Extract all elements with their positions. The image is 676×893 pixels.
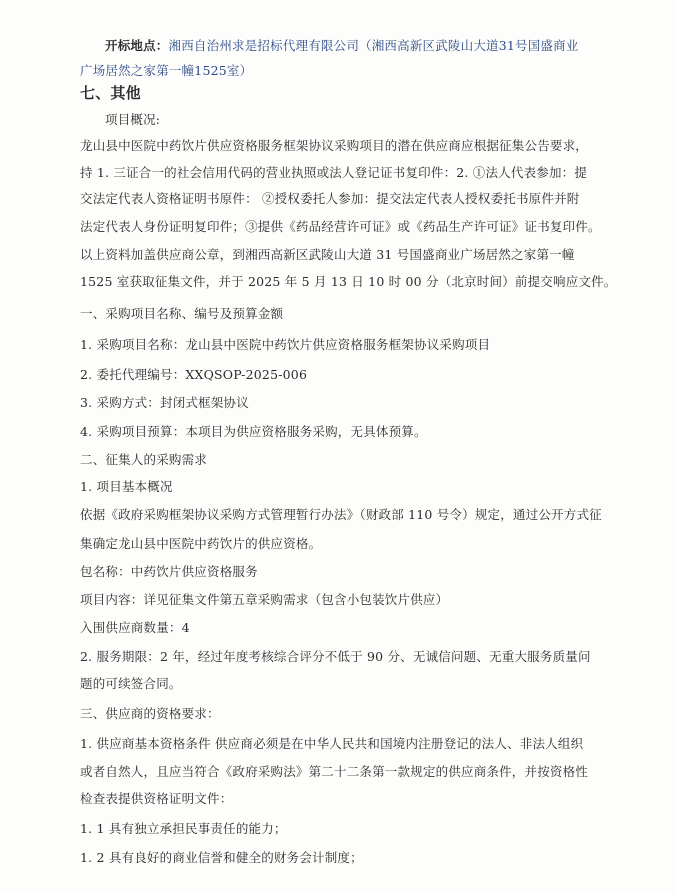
overview-line: 持 1. 三证合一的社会信用代码的营业执照或法人登记证书复印件：2. ①法人代表参加：提 — [80, 165, 588, 180]
part2-basis-line: 集确定龙山县中医院中药饮片的供应资格。 — [80, 536, 322, 551]
tender-location-label: 开标地点： — [105, 38, 169, 53]
part3-basic-line: 1. 供应商基本资格条件 供应商必须是在中华人民共和国境内注册登记的法人、非法人组织 — [80, 736, 584, 751]
part2-basis-line: 依据《政府采购框架协议采购方式管理暂行办法》（财政部 110 号令）规定，通过公开方式征 — [80, 507, 602, 522]
tender-location-value: 湘西自治州求是招标代理有限公司（湘西高新区武陵山大道31号国盛商业 — [168, 38, 579, 53]
overview-line: 龙山县中医院中药饮片供应资格服务框架协议采购项目的潜在供应商应根据征集公告要求， — [80, 138, 589, 153]
requirement-item: 1. 1 具有独立承担民事责任的能力； — [80, 821, 287, 836]
part3-title: 三、供应商的资格要求： — [80, 706, 220, 721]
overview-line: 1525 室获取征集文件，并于 2025 年 5 月 13 日 10 时 00 分（北京时间）前提交响应文件。 — [80, 274, 617, 289]
part3-basic-line: 检查表提供资格证明文件： — [80, 791, 233, 806]
part1-title: 一、采购项目名称、编号及预算金额 — [80, 306, 284, 321]
tender-location-line — [105, 37, 600, 54]
overview-line: 以上资料加盖供应商公章，到湘西高新区武陵山大道 31 号国盛商业广场居然之家第一幢 — [80, 247, 575, 262]
requirement-item: 1. 2 具有良好的商业信誉和健全的财务会计制度； — [80, 850, 363, 865]
part1-item: 3. 采购方式：封闭式框架协议 — [80, 395, 249, 410]
service-period-line: 2. 服务期限：2 年，经过年度考核综合评分不低于 90 分、无诚信问题、无重大服务质量问 — [80, 649, 591, 664]
part2-overview: 1. 项目基本概况 — [80, 479, 173, 494]
overview-line: 法定代表人身份证明复印件；③提供《药品经营许可证》或《药品生产许可证》证书复印件。 — [80, 219, 601, 234]
package-name: 包名称：中药饮片供应资格服务 — [80, 564, 258, 579]
part3-basic-line: 或者自然人，且应当符合《政府采购法》第二十二条第一款规定的供应商条件，并按资格性 — [80, 764, 589, 779]
overview-line: 交法定代表人资格证明书原件： ②授权委托人参加：提交法定代表人授权委托书原件并附 — [80, 191, 580, 206]
supplier-count: 入围供应商数量：4 — [80, 620, 190, 635]
part1-item: 1. 采购项目名称：龙山县中医院中药饮片供应资格服务框架协议采购项目 — [80, 337, 491, 352]
overview-title: 项目概况: — [105, 112, 161, 127]
service-period-line: 题的可续签合同。 — [80, 676, 182, 691]
project-content: 项目内容：详见征集文件第五章采购需求（包含小包装饮片供应） — [80, 592, 449, 607]
part1-item: 4. 采购项目预算：本项目为供应资格服务采购，无具体预算。 — [80, 424, 427, 439]
tender-location-value-cont: 广场居然之家第一幢1525室） — [80, 63, 253, 78]
part1-item: 2. 委托代理编号：XXQSOP-2025-006 — [80, 367, 308, 382]
part2-title: 二、征集人的采购需求 — [80, 452, 208, 467]
section-heading-other: 七、其他 — [80, 84, 141, 102]
